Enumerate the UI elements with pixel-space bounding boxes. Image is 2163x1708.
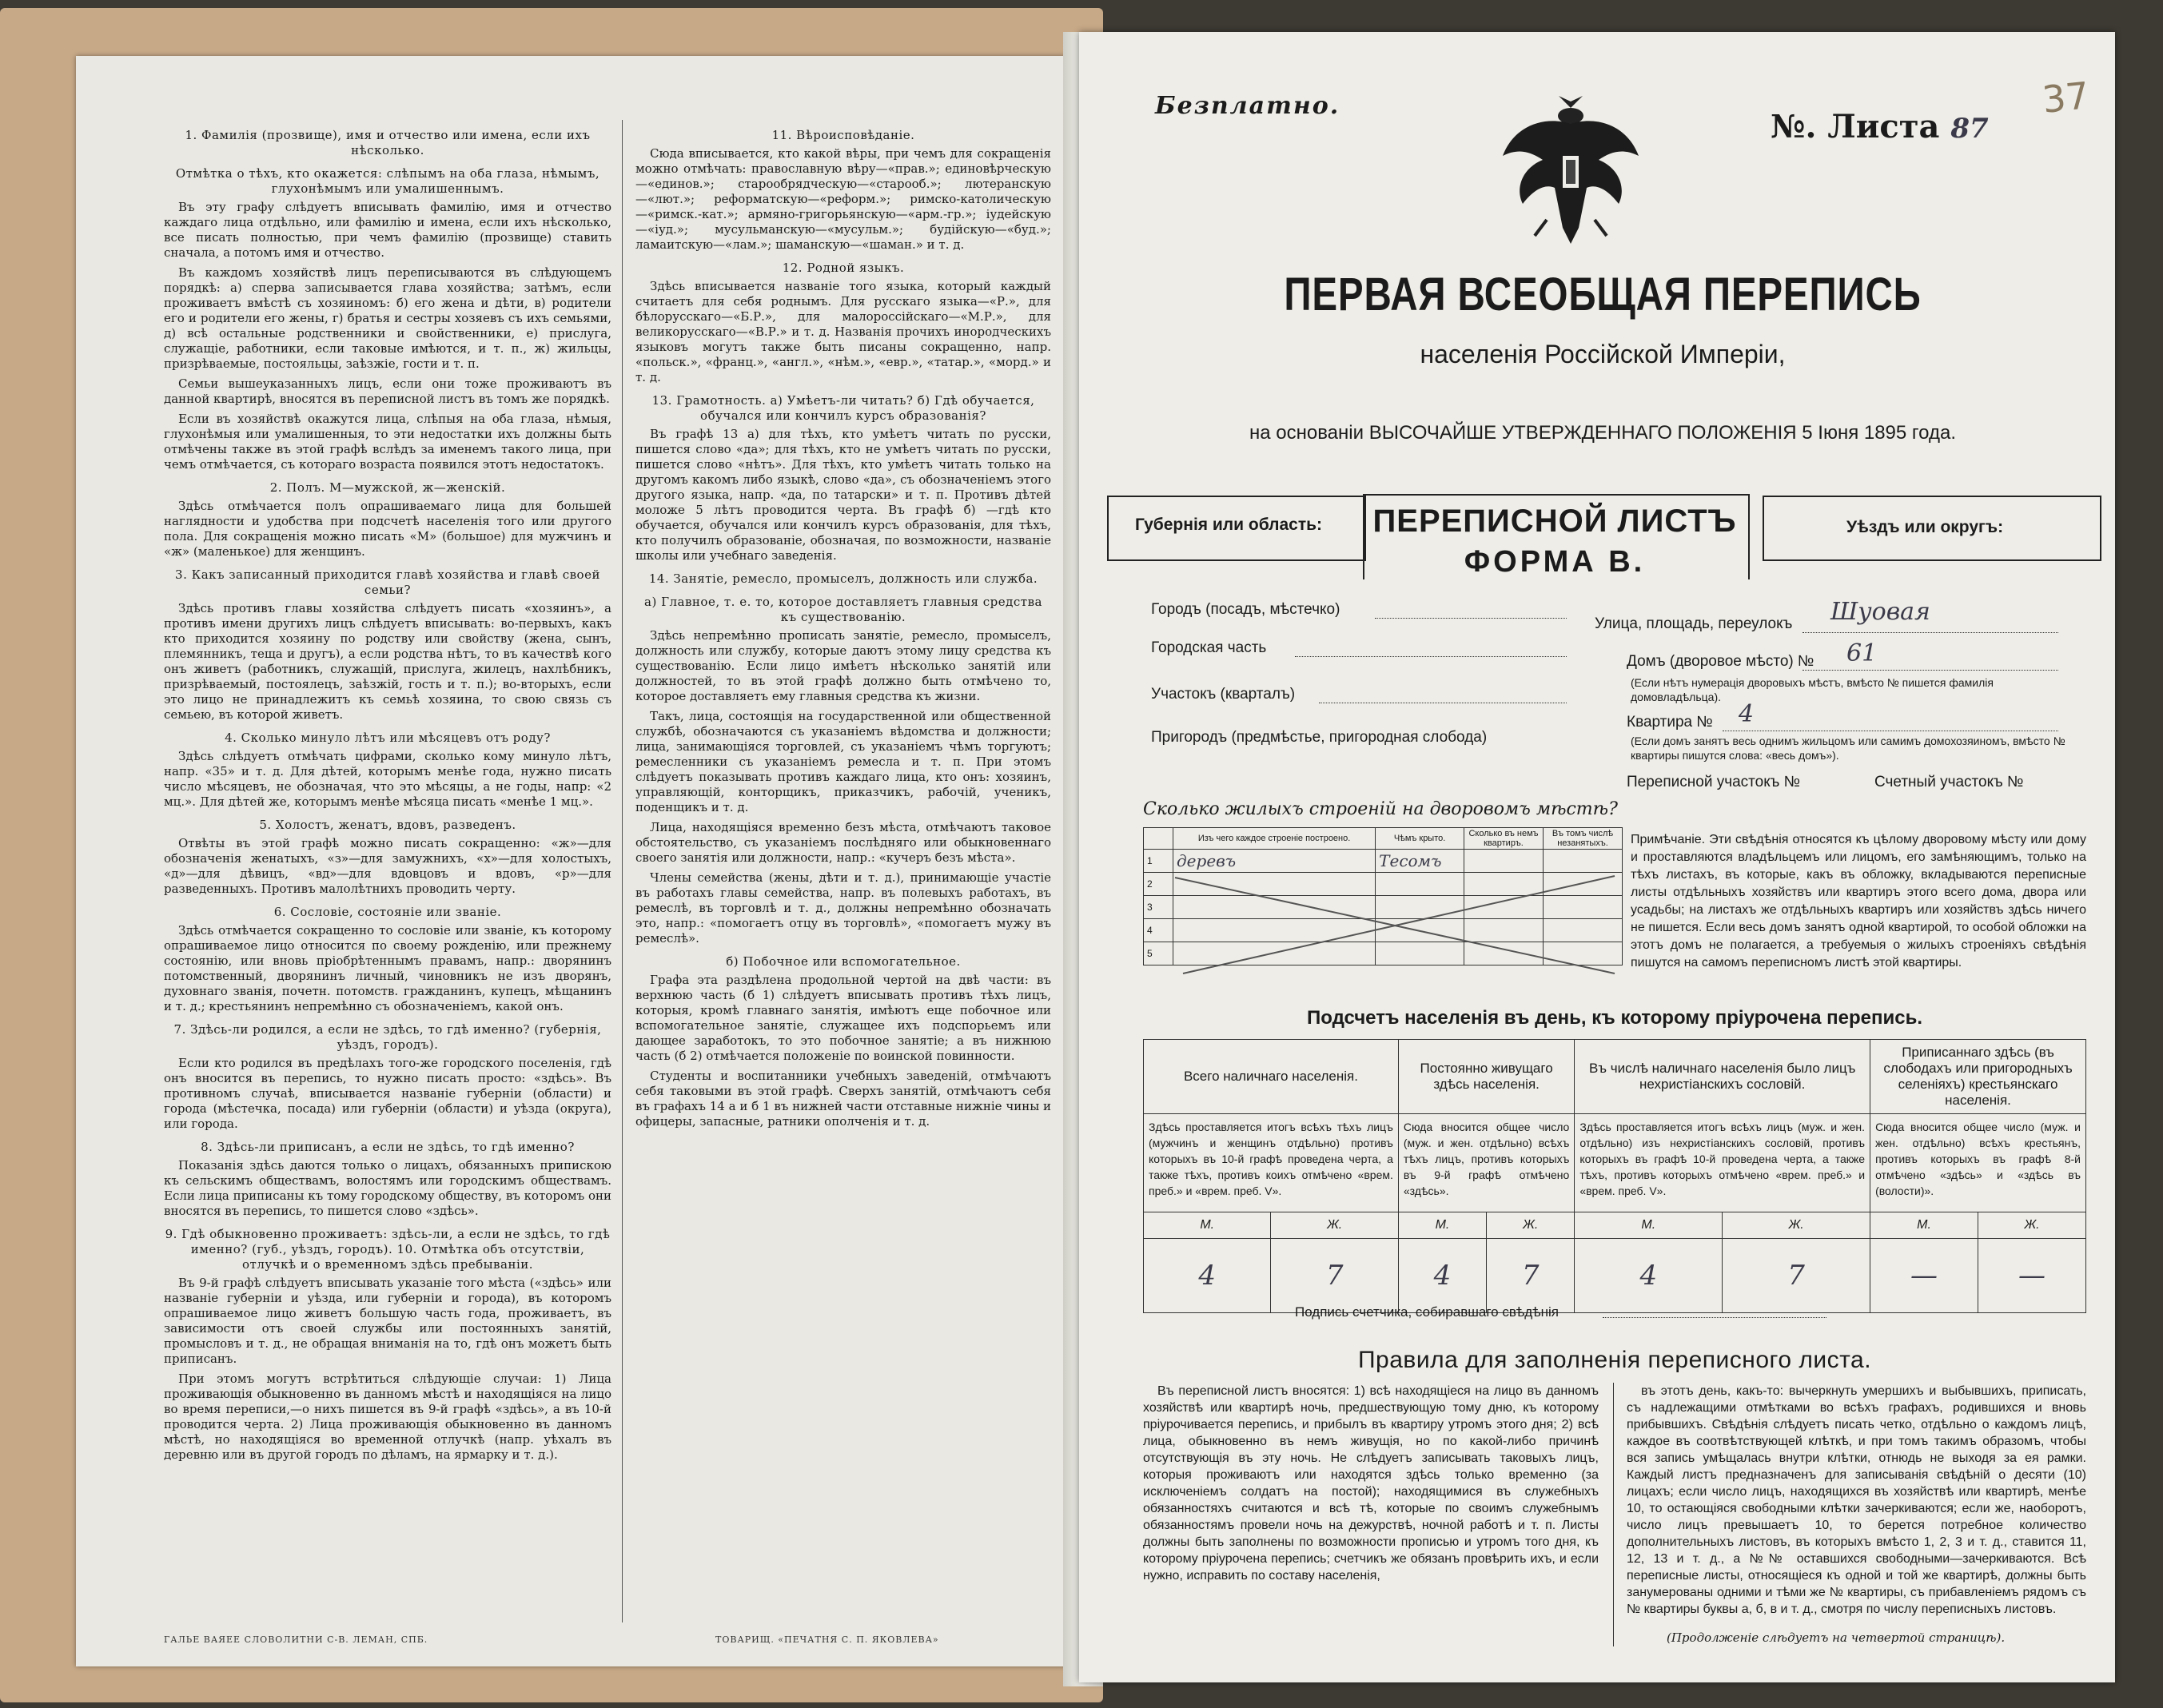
rules-column-2 xyxy=(1627,1383,2086,1626)
paragraph: Здѣсь непремѣнно прописать занятіе, ремесло, промыселъ, должность или службу, которые даютъ этому лицу средства къ существованію. Если лицо имѣетъ нѣсколько занятій или должностей, то въ этой графѣ должно быть отмѣчено то, которое доставляетъ ему главныя средства къ жизни. xyxy=(635,628,1051,703)
enumerator-signature-line xyxy=(1603,1317,1826,1318)
instructions-column-1 xyxy=(164,120,611,1622)
paragraph: Студенты и воспитанники учебныхъ заведеній, отмѣчаютъ себя таковыми въ этой графѣ. Сверхъ занятій, отмѣчаютъ себя въ графахъ 14 а и б 1 въ нижней части отставные нижніе чины и офицеры, запасные, ратники ополченія и т. д. xyxy=(635,1069,1051,1129)
printer-imprint: ТОВАРИЩ. «ПЕЧАТНЯ С. П. ЯКОВЛЕВА» xyxy=(715,1634,939,1645)
count-description: Здѣсь проставляется итогъ всѣхъ лицъ (муж. и жен. отдѣльно) изъ нехристіанскихъ сословій, противъ которыхъ въ графѣ 10-й проведена черта, а также тѣхъ, противъ которыхъ отмѣчено «врем. преб.» и «врем. преб. V». xyxy=(1575,1114,1870,1212)
section-heading: 6. Сословіе, состояніе или званіе. xyxy=(273,905,502,919)
free-label: Безплатно. xyxy=(1155,92,1340,120)
cross-out-mark xyxy=(1167,870,1623,981)
guberniya-label: Губернія или область: xyxy=(1135,516,1323,534)
permanent-male-value: 4 xyxy=(1398,1239,1486,1313)
street-value: Шуовая xyxy=(1830,598,1930,626)
count-header-total: Всего наличнаго населенія. xyxy=(1144,1040,1399,1114)
suburb-field-label: Пригородъ (предмѣстье, пригородная слобода) xyxy=(1151,729,1488,746)
instructions-page xyxy=(76,56,1079,1666)
buildings-header-apartments: Сколько въ немъ квартиръ. xyxy=(1464,828,1544,850)
house-note: (Если нѣтъ нумерація дворовыхъ мѣстъ, вмѣсто № пишется фамилія домовладѣльца). xyxy=(1631,676,1994,703)
paragraph: Здѣсь слѣдуетъ отмѣчать цифрами, сколько кому минуло лѣтъ, напр. «35» и т. д. Для дѣтей, которымъ менѣе года, нужно писать число мѣсяцевъ, не обозначая, что это мѣсяцы, а не годы, напр: «2 мц.». Для дѣтей же, которымъ менѣе мѣсяца писать «менѣе 1 мц.». xyxy=(164,749,611,809)
section-heading: 14. Занятіе, ремесло, промыселъ, должность или служба. xyxy=(648,571,1038,586)
section-heading: 11. Вѣроисповѣданіе. xyxy=(771,128,915,142)
count-description: Сюда вносится общее число (муж. и жен. отдѣльно) всѣхъ крестьянъ, противъ которыхъ въ графѣ 8-й отмѣчено «здѣсь» и «здѣсь въ (волости)». xyxy=(1870,1114,2086,1212)
row-number: 1 xyxy=(1144,850,1173,873)
paragraph: Если въ хозяйствѣ окажутся лица, слѣпыя на оба глаза, нѣмыя, глухонѣмыя или умалишенныя, то эти недостатки ихъ должны быть отмѣчены также въ этой графѣ вслѣдъ за именемъ такого лица, при чемъ отмѣчается, съ котораго возраста появился этотъ недостатокъ. xyxy=(164,412,611,472)
rules-text: въ этотъ день, какъ-то: вычеркнуть умершихъ и выбывшихъ, приписать, съ надлежащими отмѣтками во всѣхъ графахъ, родившихся и вновь прибывшихъ. Свѣдѣнія слѣдуетъ писать четко, отдѣльно о каждомъ лицѣ, каждое въ соотвѣтствующей клѣткѣ, и при томъ такимъ образомъ, чтобы вся запись умѣщалась внутри клѣтки, отнюдь не выходя за ея рамки. Каждый листъ предназначенъ для записыванія свѣдѣній о десяти (10) лицахъ; если число лицъ, находящихся въ хозяйствѣ или квартирѣ, менѣе 10, то остающіяся свободными клѣтки зачеркиваются; если же, наоборотъ, число лицъ превышаетъ 10, то берется потребное количество дополнительныхъ листовъ, въ которыхъ вмѣсто 1, 2, 3 и т. д., ставится 11, 12, 13 и т. д., а №№ оставшихся свободными—зачеркиваются. Всѣ переписные листы, относящіеся къ одной и той же квартирѣ, должны быть занумерованы одними и тѣми же № квартиры, съ прибавленіемъ рядомъ съ № квартиры буквы а, б, в и т. д., смотря по числу переписныхъ листовъ. xyxy=(1627,1384,2086,1616)
apartment-note: (Если домъ занятъ весь однимъ жильцомъ или самимъ домохозяиномъ, вмѣсто № квартиры пишутся слова: «весь домъ»). xyxy=(1631,735,2065,762)
female-column-label: Ж. xyxy=(1487,1212,1575,1239)
non-christian-female-value: 7 xyxy=(1723,1239,1870,1313)
printer-imprint: ГАЛЬЕ ВАЯЕЕ СЛОВОЛИТНИ С-В. ЛЕМАН, СПБ. xyxy=(164,1634,428,1645)
count-header-non-christian: Въ числѣ наличнаго населенія было лицъ нехристіанскихъ сословій. xyxy=(1575,1040,1870,1114)
census-legal-basis: на основаніи ВЫСОЧАЙШЕ УТВЕРЖДЕННАГО ПОЛОЖЕНІЯ 5 Іюня 1895 года. xyxy=(1249,422,1956,444)
paragraph: Здѣсь отмѣчается сокращенно то сословіе или званіе, къ которому опрашиваемое лицо относится по своему рожденію, или прежнему состоянію, или вновь пріобрѣтеннымъ правамъ, напр.: дворянинъ потомственный, дворянинъ личный, чиновникъ не изъ дворянъ, духовнаго званія, почетн. потомств. гражданинъ, купецъ, мѣщанинъ и т. д.; крестьянинъ непремѣнно съ обозначеніемъ, какой онъ. xyxy=(164,923,611,1013)
instructions-column-2 xyxy=(635,120,1051,1622)
female-column-label: Ж. xyxy=(1978,1212,2086,1239)
population-count-heading: Подсчетъ населенія въ день, къ которому пріурочена перепись. xyxy=(1307,1007,1922,1029)
male-column-label: М. xyxy=(1144,1212,1271,1239)
paragraph: Графа эта раздѣлена продольной чертой на двѣ части: въ верхнюю часть (б 1) слѣдуетъ вписывать противъ тѣхъ лицъ, которыя, кромѣ главнаго занятія, имѣютъ еще побочное или вспомогательное занятіе, служащее ихъ подспорьемъ или дающее заработокъ, то это побочное занятіе; а въ нижнюю часть (б 2) отмѣчается положеніе по воинской повинности. xyxy=(635,973,1051,1063)
section-heading: 2. Полъ. М—мужской, ж—женскій. xyxy=(269,480,506,495)
paragraph: Здѣсь отмѣчается полъ опрашиваемаго лица для большей наглядности и удобства при подсчетѣ населенія того или другого пола. Для сокращенія можно писать «М» (большое) для мужчинъ и «ж» (маленькое) для женщинъ. xyxy=(164,499,611,559)
form-name: ФОРМА В. xyxy=(1464,545,1646,579)
continuation-note: (Продолженіе слѣдуетъ на четвертой страницѣ). xyxy=(1667,1630,2006,1645)
rules-divider xyxy=(1613,1383,1614,1646)
building-material-value: деревъ xyxy=(1173,850,1376,873)
paragraph: Такъ, лица, состоящія на государственной или общественной службѣ, обозначаются съ указаніемъ вѣдомства и должности; лица, занимающіяся торговлей, съ указаніемъ чѣмъ торгуютъ; ремесленники съ указаніемъ ремесла и т. п. При этомъ слѣдуетъ показывать противъ каждаго лица, кто онъ: хозяинъ, управляющій, конторщикъ, приказчикъ, рабочій, ученикъ, поденщикъ и т. д. xyxy=(635,709,1051,814)
section-heading: а) Главное, т. е. то, которое доставляетъ главныя средства къ существованію. xyxy=(644,595,1042,624)
female-column-label: Ж. xyxy=(1271,1212,1398,1239)
section-heading: 9. Гдѣ обыкновенно проживаетъ: здѣсь-ли, а если не здѣсь, то гдѣ именно? (губ., уѣздъ, городъ). 10. Отмѣтка объ отсутствіи, отлучкѣ и о временномъ здѣсь пребываніи. xyxy=(165,1227,611,1272)
row-number: 5 xyxy=(1144,942,1173,965)
paragraph: При этомъ могутъ встрѣтиться слѣдующіе случаи: 1) Лица проживающія обыкновенно въ данномъ мѣстѣ и находящіяся на лицо во время переписи,—о нихъ пишется въ 9-й графѣ «здѣсь», а въ 10-й проводится черта. 2) Лица проживающія обыкновенно въ данномъ мѣстѣ, но находящіяся во временной отлучкѣ (напр. уѣхалъ въ деревню или въ другой городъ по дѣламъ, на ярмарку и т. д.). xyxy=(164,1372,611,1462)
sheet-number-caption: №. Листа xyxy=(1771,108,1940,145)
apartment-field-line xyxy=(1723,730,2058,731)
apartment-value: 4 xyxy=(1739,700,1755,728)
section-heading: Отмѣтка о тѣхъ, кто окажется: слѣпымъ на оба глаза, нѣмымъ, глухонѣмымъ или умалишеннымъ. xyxy=(175,166,600,196)
section-heading: б) Побочное или вспомогательное. xyxy=(726,954,961,969)
buildings-note: Примѣчаніе. Эти свѣдѣнія относятся къ цѣлому дворовому мѣсту или дому и проставляются владѣльцемъ или лицомъ, его замѣняющимъ, только на тѣхъ листахъ, въ которые, какъ въ обложку, вкладываются переписные листы отдѣльныхъ хозяйствъ или квартиръ этого всего дома, двора или усадьбы; на листахъ же отдѣльныхъ квартиръ или хозяйствъ здѣсь ничего не пишется. Если весь домъ занятъ одной квартирой, то особой обложки на этотъ домъ не полагается, а требуемыя о жилыхъ строеніяхъ свѣдѣнія пишутся на самомъ переписномъ листѣ этой квартиры. xyxy=(1631,833,2086,969)
city-part-field-line xyxy=(1295,655,1567,657)
paragraph: Здѣсь вписывается названіе того языка, который каждый считаетъ для себя роднымъ. Для русскаго языка—«Р.», для бѣлорусскаго—«Б.Р.», для малороссійскаго—«М.Р.», для великорусскаго—«В.Р.» и т. д. Названія прочихъ инородческихъ языковъ могутъ также быть писаны сокращенно, напр. «польск.», «франц.», «англ.», «нѣм.», «евр.», «татар.», «морд.» и т. д. xyxy=(635,279,1051,384)
city-part-field-label: Городская часть xyxy=(1151,639,1267,656)
non-christian-male-value: 4 xyxy=(1575,1239,1723,1313)
total-male-value: 4 xyxy=(1144,1239,1271,1313)
section-heading: 13. Грамотность. а) Умѣетъ-ли читать? б) Гдѣ обучается, обучался или кончилъ курсъ образованія? xyxy=(651,393,1035,423)
peasant-female-value: — xyxy=(1978,1239,2086,1313)
building-roof-value: Тесомъ xyxy=(1376,850,1464,873)
buildings-header-roof: Чѣмъ крыто. xyxy=(1376,828,1464,850)
paragraph: Въ 9-й графѣ слѣдуетъ вписывать указаніе того мѣста («здѣсь» или названіе губерніи и уѣзда, или губерніи и города), въ которомъ опрашиваемое лицо живетъ большую часть года, проживаетъ, въ зависимости отъ своей службы или постоянныхъ занятій, промысловъ и т. д., не обращая вниманія на то, гдѣ онъ можетъ быть приписанъ. xyxy=(164,1276,611,1366)
house-field-line xyxy=(1802,669,2058,671)
house-field-label: Домъ (дворовое мѣсто) № xyxy=(1627,653,1814,670)
female-column-label: Ж. xyxy=(1723,1212,1870,1239)
district-field-label: Участокъ (кварталъ) xyxy=(1151,686,1296,703)
rules-title: Правила для заполненія переписного листа. xyxy=(1357,1347,1872,1373)
rules-text: Въ переписной листъ вносятся: 1) всѣ находящіеся на лицо въ данномъ хозяйствѣ или квартирѣ ночь, предшествующую тому дню, къ которому пріурочивается перепись, и прибылъ въ квартиру утромъ этого дня; 2) всѣ лица, обыкновенно въ немъ живущія, но по какой-либо причинѣ отсутствующія въ эту ночь. Не слѣдуетъ записывать таковыхъ лицъ, которыя проживаютъ или находятся здѣсь только временно (за исключеніемъ солдатъ на постой); находящимися въ служебныхъ обязанностяхъ считаются и всѣ тѣ, которые по своимъ служебнымъ обязанностямъ провели ночь на дежурствѣ, ночной работѣ и т. п. Листы должны быть заполнены по возможности прописью и утромъ того дня, къ которому пріурочена перепись; счетчикъ же обязанъ провѣрить ихъ, и если нужно, исправить по составу населенія, xyxy=(1143,1384,1599,1583)
row-number: 4 xyxy=(1144,919,1173,942)
imperial-eagle-emblem xyxy=(1499,92,1643,252)
section-heading: 4. Сколько минуло лѣтъ или мѣсяцевъ отъ роду? xyxy=(225,731,551,745)
peasant-male-value: — xyxy=(1870,1239,1978,1313)
form-title: ПЕРЕПИСНОЙ ЛИСТЪ xyxy=(1372,504,1737,539)
uezd-label: Уѣздъ или округъ: xyxy=(1846,518,2004,536)
archive-page-number: 37 xyxy=(2040,74,2092,121)
count-description: Сюда вносится общее число (муж. и жен. отдѣльно) всѣхъ тѣхъ лицъ, противъ которыхъ въ 9-й графѣ отмѣчено «здѣсь». xyxy=(1398,1114,1574,1212)
paragraph: Показанія здѣсь даются только о лицахъ, обязанныхъ припискою къ сельскимъ обществамъ, волостямъ или городскимъ обществамъ. Если лица приписаны къ тому городскому обществу, въ которомъ они вносятся въ перепись, то пишется слово «здѣсь». xyxy=(164,1158,611,1218)
section-heading: 5. Холостъ, женатъ, вдовъ, разведенъ. xyxy=(259,818,516,832)
row-number: 2 xyxy=(1144,873,1173,896)
city-field-line xyxy=(1375,617,1567,619)
street-field-label: Улица, площадь, переулокъ xyxy=(1595,615,1793,632)
house-number-value: 61 xyxy=(1846,639,1878,667)
section-heading: 3. Какъ записанный приходится главѣ хозяйства и главѣ своей семьи? xyxy=(175,567,600,597)
count-header-permanent: Постоянно живущаго здѣсь населенія. xyxy=(1398,1040,1574,1114)
male-column-label: М. xyxy=(1870,1212,1978,1239)
paragraph: Въ эту графу слѣдуетъ вписывать фамилію, имя и отчество каждаго лица отдѣльно, или фамилію и имена, если ихъ нѣсколько, все писать полностью, при чемъ фамилію (прозвище) ставить сначала, а потомъ имя и отчество. xyxy=(164,200,611,260)
paragraph: Лица, находящіяся временно безъ мѣста, отмѣчаютъ таковое обстоятельство, съ указаніемъ послѣдняго или обыкновеннаго своего занятія или должности, напр.: «кучеръ безъ мѣста». xyxy=(635,820,1051,865)
paragraph: Въ графѣ 13 а) для тѣхъ, кто умѣетъ читать по русски, пишется слово «да»; для тѣхъ, кто не умѣетъ читать по русски, пишется слово «нѣтъ». Для тѣхъ, кто умѣетъ читать только на другомъ какомъ либо языкѣ, слово «да», съ обозначеніемъ этого другого языка, напр. «да, по татарски» и т. п. Противъ дѣтей моложе 5 лѣтъ проводится черта. Въ графѣ б) —гдѣ кто обучается, обучался или кончилъ курсъ образованія, для тѣхъ, кто получилъ образованіе, обозначая, по возможности, названіе школы или учебнаго заведенія. xyxy=(635,427,1051,563)
row-number: 3 xyxy=(1144,896,1173,919)
column-divider xyxy=(622,120,623,1622)
rules-column-1 xyxy=(1143,1383,1599,1646)
paragraph: Члены семейства (жены, дѣти и т. д.), принимающіе участіе въ работахъ главы семейства, напр. въ полевыхъ работахъ, въ ремеслѣ, въ торговлѣ и т. д., должны непремѣнно обозначать это, напр.: «помогаетъ отцу въ торговлѣ», «помогаетъ мужу въ ремеслѣ». xyxy=(635,870,1051,946)
paragraph: Здѣсь противъ главы хозяйства слѣдуетъ писать «хозяинъ», а противъ имени другихъ лицъ слѣдуетъ вписывать: во-первыхъ, какъ кто приходится хозяину по родству или свойству (жена, сынъ, племянникъ, теща и другъ), а если родства нѣтъ, то въ качествѣ кого онъ живетъ (работникъ, служащій, прислуга, жилецъ, нахлѣбникъ, призрѣваемый, постоялецъ, заѣзжій, гость и т. п.); во-вторыхъ, если это лицо не принадлежитъ къ семьѣ хозяина, то свою связь съ семьею, въ которой живетъ. xyxy=(164,601,611,722)
section-heading: 1. Фамилія (прозвище), имя и отчество или имена, если ихъ нѣсколько. xyxy=(185,128,591,157)
paragraph: Въ каждомъ хозяйствѣ лицъ переписываются въ слѣдующемъ порядкѣ: а) сперва записывается глава хозяйства; затѣмъ, если проживаетъ вмѣстѣ съ хозяиномъ: б) его жена и дѣти, в) родители его и родители его жены, г) братья и сестры хозяевъ съ ихъ семьями, д) всѣ остальные родственники и свойственники, е) прислуга, служащіе, работники, если таковые имѣются, и т. п., ж) жильцы, призрѣваемые, постояльцы, заѣзжіе, гости и т. п. xyxy=(164,265,611,371)
section-heading: 12. Родной языкъ. xyxy=(782,261,905,275)
male-column-label: М. xyxy=(1398,1212,1486,1239)
census-title: ПЕРВАЯ ВСЕОБЩАЯ ПЕРЕПИСЬ xyxy=(1284,269,1922,320)
buildings-header-empty: Въ томъ числѣ незанятыхъ. xyxy=(1544,828,1623,850)
paragraph: Сюда вписывается, кто какой вѣры, при чемъ для сокращенія можно отмѣчать: православную вѣру—«прав.»; единовѣрческую—«единов.»; старообрядческую—«старооб.»; лютеранскую—«лют.»; реформатскую—«реформ.»; римско-католическую—«римск.-кат.»; армяно-григорьянскую—«арм.-гр.»; іудейскую—«іуд.»; мусульманскую—«мусульм.»; будійскую—«буд.»; ламаитскую—«лам.»; шаманскую—«шаман.» и т. д. xyxy=(635,146,1051,252)
permanent-female-value: 7 xyxy=(1487,1239,1575,1313)
paragraph: Если кто родился въ предѣлахъ того-же городского поселенія, гдѣ онъ вносится въ перепись, то нужно писать просто: «здѣсь». Въ противномъ случаѣ, вписывается названіе губерніи (области) и города (мѣстечка, посада) или губерніи (области) и уѣзда (округа), или города. xyxy=(164,1056,611,1131)
census-subtitle: населенія Россійской Имперіи, xyxy=(1420,340,1786,368)
city-field-label: Городъ (посадъ, мѣстечко) xyxy=(1151,601,1340,618)
male-column-label: М. xyxy=(1575,1212,1723,1239)
paragraph: Отвѣты въ этой графѣ можно писать сокращенно: «ж»—для обозначенія женатыхъ, «з»—для замужнихъ, «х»—для холостыхъ, «д»—для дѣвицъ, «вд»—для вдовцовъ и вдовъ, «р»—для разведенныхъ. Противъ малолѣтнихъ проводить черту. xyxy=(164,836,611,896)
section-heading: 7. Здѣсь-ли родился, а если не здѣсь, то гдѣ именно? (губернія, уѣздъ, городъ). xyxy=(173,1022,602,1052)
buildings-header-material: Изъ чего каждое строеніе построено. xyxy=(1173,828,1376,850)
district-field-line xyxy=(1319,702,1567,703)
section-heading: 8. Здѣсь-ли приписанъ, а если не здѣсь, то гдѣ именно? xyxy=(201,1140,575,1154)
population-count-table xyxy=(1143,1039,2086,1313)
street-field-line xyxy=(1802,631,2058,633)
count-description: Здѣсь проставляется итогъ всѣхъ тѣхъ лицъ (мужчинъ и женщинъ отдѣльно) противъ которыхъ въ 10-й графѣ проведена черта, а также тѣхъ, противъ коихъ отмѣчено «врем. преб.» и «врем. преб. V». xyxy=(1144,1114,1399,1212)
enumerator-signature-label: Подпись счетчика, собиравшаго свѣдѣнія xyxy=(1295,1304,1559,1320)
sheet-number-value: 87 xyxy=(1950,113,1989,145)
count-section-label: Счетный участокъ № xyxy=(1874,774,2024,790)
total-female-value: 7 xyxy=(1271,1239,1398,1313)
buildings-question: Сколько жилыхъ строеній на дворовомъ мѣстѣ? xyxy=(1143,799,1618,819)
paragraph: Семьи вышеуказанныхъ лицъ, если они тоже проживаютъ въ данной квартирѣ, вносятся въ переписной листъ въ томъ же порядкѣ. xyxy=(164,376,611,406)
census-section-label: Переписной участокъ № xyxy=(1627,774,1801,790)
count-header-peasants: Приписаннаго здѣсь (въ слободахъ или пригородныхъ селеніяхъ) крестьянскаго населенія. xyxy=(1870,1040,2086,1114)
sheet-number-label xyxy=(1771,108,1989,145)
apartment-field-label: Квартира № xyxy=(1627,714,1713,731)
